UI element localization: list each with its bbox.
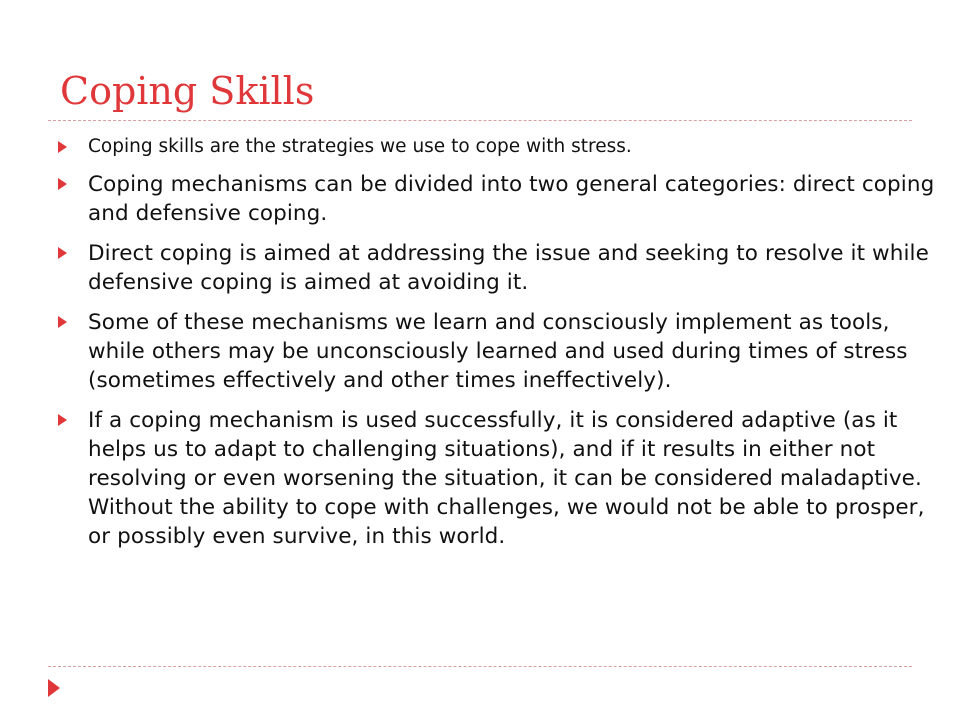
- triangle-bullet-icon: [58, 247, 67, 259]
- bullet-item: [58, 406, 942, 551]
- triangle-bullet-icon: [58, 141, 67, 153]
- bullet-item: [58, 308, 942, 395]
- footer-divider: [48, 666, 912, 667]
- bullet-list: [58, 132, 942, 562]
- bullet-item: [58, 170, 942, 228]
- bullet-item: [58, 239, 942, 297]
- bullet-text: Some of these mechanisms we learn and consciously implement as tools, while others may be unconsciously learned and used during times of stress (sometimes effectively and other times ineffectively).: [88, 310, 908, 393]
- title-divider: [48, 120, 912, 121]
- triangle-bullet-icon: [58, 316, 67, 328]
- bullet-text: Coping skills are the strategies we use to cope with stress.: [88, 136, 632, 157]
- bullet-item: [58, 132, 942, 162]
- triangle-bullet-icon: [58, 414, 67, 426]
- triangle-bullet-icon: [58, 178, 67, 190]
- bullet-text: Coping mechanisms can be divided into two general categories: direct coping and defensive coping.: [88, 172, 935, 226]
- footer-triangle-icon: [48, 679, 60, 697]
- bullet-text: If a coping mechanism is used successfully, it is considered adaptive (as it helps us to adapt to challenging situations), and if it results in either not resolving or even worsening the situation, it can be considered maladaptive. Without the ability to cope with challenges, we would not be able to prosper, or possibly even survive, in this world.: [88, 408, 925, 549]
- bullet-text: Direct coping is aimed at addressing the issue and seeking to resolve it while defensive coping is aimed at avoiding it.: [88, 241, 929, 295]
- slide-title: Coping Skills: [60, 69, 315, 113]
